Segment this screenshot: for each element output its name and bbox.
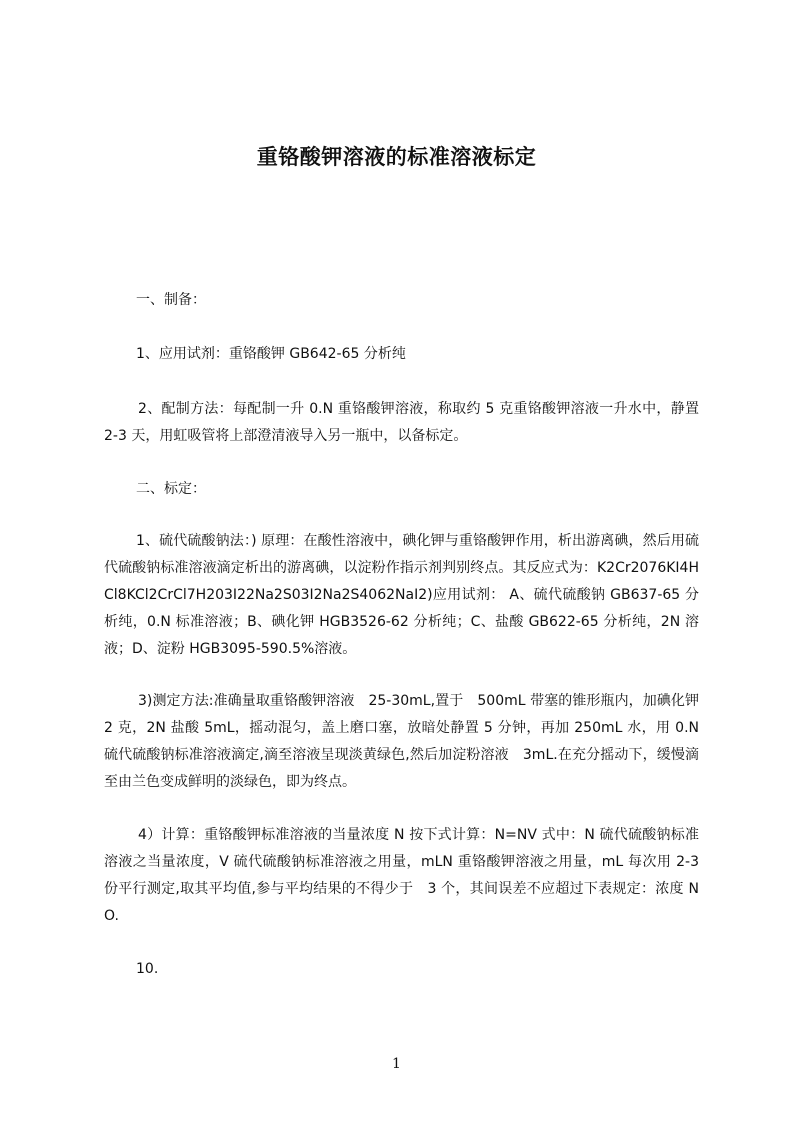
page-number: 1: [392, 1056, 401, 1072]
paragraph-calculation: 4）计算：重铬酸钾标准溶液的当量浓度 N 按下式计算：N=NV 式中：N 硫代硫酸钠标准溶液之当量浓度，V 硫代硫酸钠标准溶液之用量，mLN 重铬酸钾溶液之用量，mL 每次用 2-3 份平行测定,取其平均值,参与平均结果的不得少于 3 个，其间误差不应超过下表规定：浓度 NO.: [104, 827, 699, 924]
paragraph-reagent: 1、应用试剂：重铬酸钾 GB642-65 分析纯: [136, 346, 406, 362]
paragraph-preparation-method: 2、配制方法：每配制一升 0.N 重铬酸钾溶液，称取约 5 克重铬酸钾溶液一升水中，静置 2-3 天，用虹吸管将上部澄清液导入另一瓶中，以备标定。: [104, 401, 699, 444]
paragraph-principle: 1、硫代硫酸钠法：) 原理：在酸性溶液中，碘化钾与重铬酸钾作用，析出游离碘，然后用硫代硫酸钠标准溶液滴定析出的游离碘，以淀粉作指示剂判别终点。其反应式为：K2Cr2076KI4HCl8KCl2CrCl7H203I22Na2S03I2Na2S4062NaI2)应用试剂： A、硫代硫酸钠 GB637-65 分析纯，0.N 标准溶液；B、碘化钾 HGB3526-62 分析纯；C、盐酸 GB622-65 分析纯，2N 溶液；D、淀粉 HGB3095-590.5%溶液。: [104, 533, 699, 657]
section-heading-calibration: 二、标定：: [136, 481, 206, 497]
paragraph-measurement-method: 3)测定方法:准确量取重铬酸钾溶液 25-30mL,置于 500mL 带塞的锥形瓶内，加碘化钾 2 克，2N 盐酸 5mL，摇动混匀，盖上磨口塞，放暗处静置 5 分钟，再加 250mL 水，用 0.N 硫代硫酸钠标准溶液滴定,滴至溶液呈现淡黄绿色,然后加淀粉溶液 3mL.在充分摇动下，缓慢滴至由兰色变成鲜明的淡绿色，即为终点。: [104, 693, 699, 790]
paragraph-trailing-number: 10.: [136, 961, 159, 977]
section-heading-preparation: 一、制备：: [136, 292, 206, 308]
document-title: 重铬酸钾溶液的标准溶液标定: [256, 145, 537, 169]
